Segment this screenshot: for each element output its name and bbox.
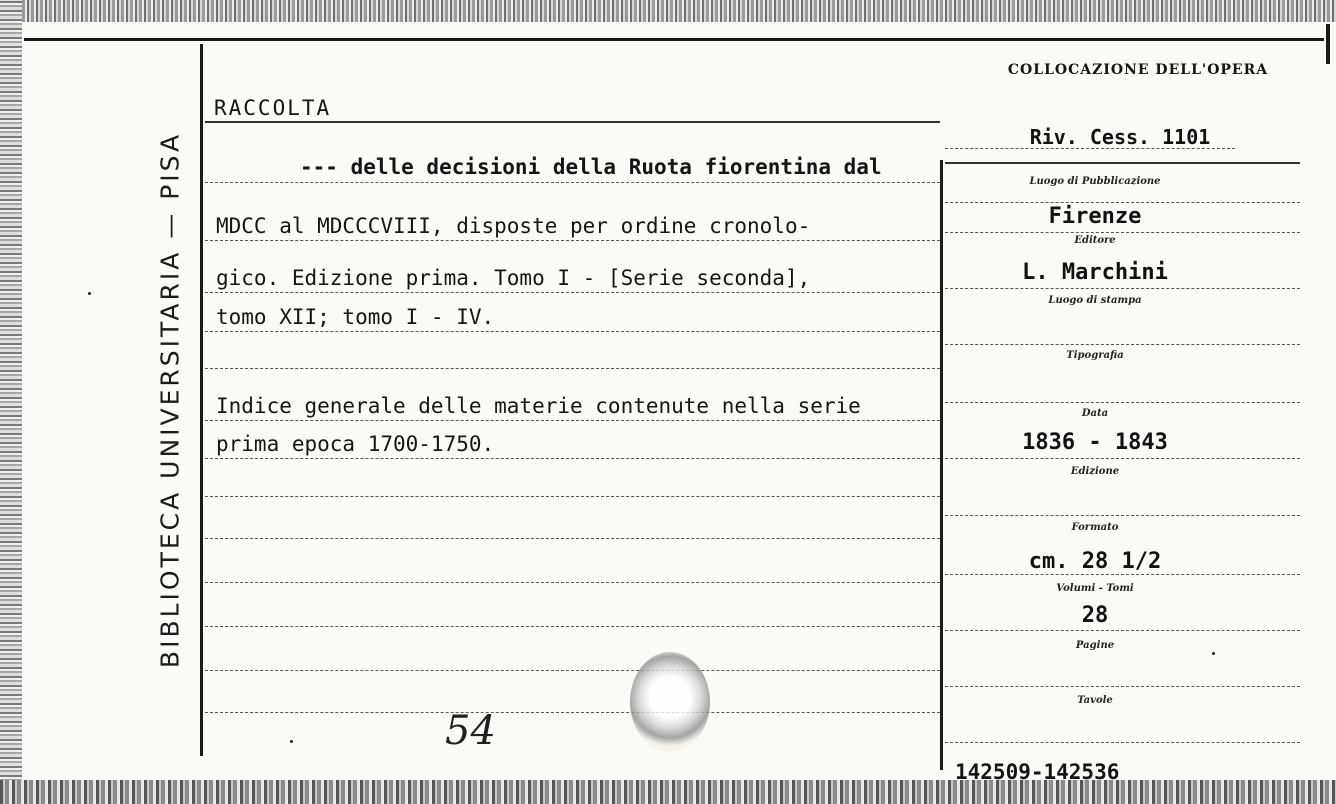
scan-border-bottom (0, 780, 1336, 804)
field-value-date: 1836 - 1843 (1022, 430, 1168, 455)
record-title: RACCOLTA (214, 96, 332, 120)
ruled-line (205, 292, 940, 293)
library-stamp (630, 652, 710, 752)
right-ruled-line (945, 162, 1300, 164)
ruled-line (205, 712, 940, 713)
description-line-4: tomo XII; tomo I - IV. (216, 305, 495, 329)
scan-border-top (0, 0, 1336, 22)
ruled-line (205, 420, 940, 421)
right-ruled-line (945, 202, 1300, 203)
field-label-date: Data (1081, 408, 1109, 419)
field-value-format: cm. 28 1/2 (1028, 549, 1162, 574)
field-label-pages: Pagine (1075, 640, 1115, 651)
right-ruled-line (945, 232, 1300, 233)
ruled-line (205, 626, 940, 627)
ruled-line (205, 496, 940, 497)
ruled-line (205, 458, 940, 459)
ruled-line (205, 670, 940, 671)
description-line-3: gico. Edizione prima. Tomo I - [Serie seconda], (216, 266, 811, 290)
library-vertical-title: BIBLIOTECA UNIVERSITARIA — PISA (155, 131, 185, 669)
description-line-2: MDCC al MDCCCVIII, disposte per ordine cronolo- (216, 214, 811, 238)
field-label-format: Formato (1071, 522, 1119, 533)
description-line-6: prima epoca 1700-1750. (216, 432, 495, 456)
ruled-line (205, 368, 940, 369)
shelfmark-value: Riv. Cess. 1101 (1029, 125, 1211, 149)
right-ruled-line (945, 344, 1300, 345)
right-ruled-line (945, 686, 1300, 687)
field-label-volumes: Volumi - Tomi (1056, 583, 1134, 594)
field-value-volumes: 28 (1081, 603, 1109, 628)
ink-speck (290, 740, 293, 743)
field-label-publisher: Editore (1074, 235, 1116, 246)
ink-speck (88, 292, 91, 295)
scan-border-left (0, 0, 22, 804)
right-ruled-line (945, 148, 1235, 149)
right-ruled-line (945, 402, 1300, 403)
field-label-edition: Edizione (1070, 466, 1120, 477)
field-label-plates: Tavole (1077, 695, 1113, 706)
description-line-1: --- delle decisioni della Ruota fiorentina dal (300, 155, 882, 179)
ruled-line (205, 538, 940, 539)
ruled-line (205, 240, 940, 241)
field-value-publisher: L. Marchini (1022, 260, 1168, 285)
right-ruled-line (945, 515, 1300, 516)
card-top-rule (24, 38, 1324, 41)
ink-speck (1212, 652, 1215, 655)
right-ruled-line (945, 288, 1300, 289)
description-line-5: Indice generale delle materie contenute nella serie (216, 394, 861, 418)
left-column-rule (200, 44, 203, 756)
ruled-line (205, 182, 940, 183)
field-label-typography: Tipografia (1066, 350, 1124, 361)
field-label-print-place: Luogo di stampa (1048, 295, 1142, 306)
card-right-edge (1326, 24, 1330, 64)
right-ruled-line (945, 742, 1300, 743)
collocation-heading: COLLOCAZIONE DELL'OPERA (1007, 62, 1269, 78)
inventory-range: 142509-142536 (955, 760, 1120, 784)
ruled-line (205, 331, 940, 332)
ruled-line (205, 121, 940, 123)
right-ruled-line (945, 630, 1300, 631)
field-value-place: Firenze (1048, 204, 1142, 229)
right-column-rule (940, 160, 943, 770)
field-label-place: Luogo di Pubblicazione (1029, 176, 1161, 187)
handwritten-number: 54 (445, 708, 496, 754)
right-ruled-line (945, 574, 1300, 575)
ruled-line (205, 582, 940, 583)
right-ruled-line (945, 458, 1300, 459)
